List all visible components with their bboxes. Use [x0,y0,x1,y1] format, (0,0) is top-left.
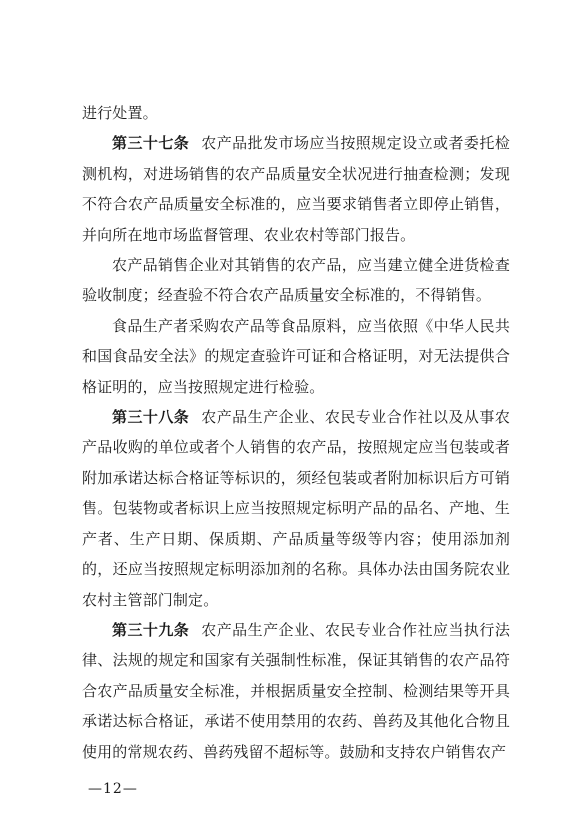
paragraph [82,250,510,311]
paragraph-text: 食品生产者采购农产品等食品原料，应当依照《中华人民共和国食品安全法》的规定查验许可证和合格证明，对无法提供合格证明的，应当按照规定进行检验。 [82,316,510,396]
article-heading: 第三十八条 [112,408,190,427]
article-39 [82,615,510,767]
article-37 [82,128,510,250]
paragraph-text: 农产品生产企业、农民专业合作社以及从事农产品收购的单位或者个人销售的农产品，按照规定应当包装或者附加承诺达标合格证等标识的，须经包装或者附加标识后方可销售。包装物或者标识上应当按照规定标明产品的品名、产地、生产者、生产日期、保质期、产品质量等级等内容；使用添加剂的，还应当按照规定标明添加剂的名称。具体办法由国务院农业农村主管部门制定。 [82,408,510,609]
document-body [82,98,510,767]
article-heading: 第三十七条 [112,134,190,153]
paragraph [82,311,510,402]
page-number: —12— [88,781,138,797]
paragraph-text: 进行处置。 [82,104,158,122]
paragraph-text: 农产品生产企业、农民专业合作社应当执行法律、法规的规定和国家有关强制性标准，保证其销售的农产品符合农产品质量安全标准，并根据质量安全控制、检测结果等开具承诺达标合格证，承诺不使用禁用的农药、兽药及其他化合物且使用的常规农药、兽药残留不超标等。鼓励和支持农户销售农产 [82,620,510,761]
paragraph-text: 农产品批发市场应当按照规定设立或者委托检测机构，对进场销售的农产品质量安全状况进行抽查检测；发现不符合农产品质量安全标准的，应当要求销售者立即停止销售，并向所在地市场监督管理、农业农村等部门报告。 [82,134,510,244]
article-heading: 第三十九条 [112,620,190,639]
paragraph-text: 农产品销售企业对其销售的农产品，应当建立健全进货检查验收制度；经查验不符合农产品质量安全标准的，不得销售。 [82,256,510,305]
article-38 [82,402,510,615]
paragraph-continuation [82,98,510,128]
